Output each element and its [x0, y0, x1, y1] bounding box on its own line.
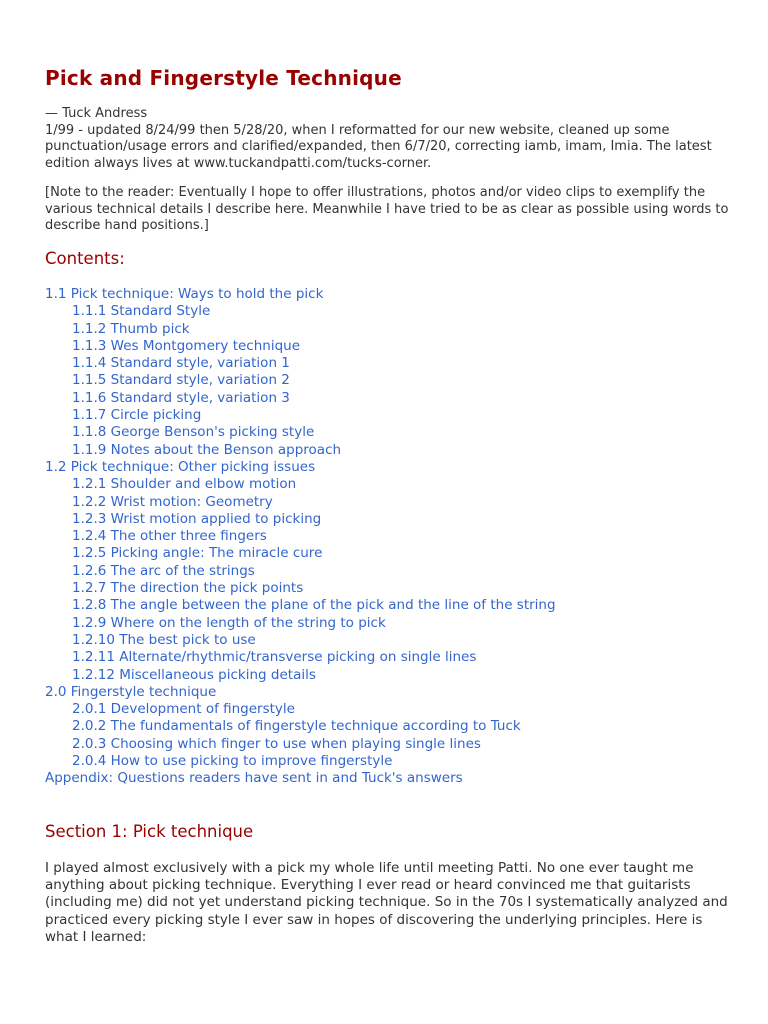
toc-subsection-link[interactable]: 1.1.8 George Benson's picking style	[72, 424, 315, 441]
toc-subsection-link[interactable]: 1.1.3 Wes Montgomery technique	[72, 337, 301, 354]
toc-subsection-link[interactable]: 1.2.7 The direction the pick points	[72, 580, 304, 597]
section-paragraph: I played almost exclusively with a pick my whole life until meeting Patti. No one ever taught me anything about picking technique. Everything I ever read or heard convinced me that guitarists (including me) did not yet understand picking technique. So in the 70s I systematically analyzed and practiced every picking style I ever saw in hopes of discovering the underlying principles. Here is what I learned:	[45, 860, 728, 945]
toc-subsection-link[interactable]: 1.2.4 The other three fingers	[72, 528, 267, 545]
toc-subsection-link[interactable]: 1.1.2 Thumb pick	[72, 320, 190, 337]
section-heading: Section 1: Pick technique	[45, 822, 254, 841]
toc-subsection-link[interactable]: 1.1.4 Standard style, variation 1	[72, 355, 290, 372]
toc-subsection-link[interactable]: 2.0.1 Development of fingerstyle	[72, 701, 295, 718]
update-note: 1/99 - updated 8/24/99 then 5/28/20, when I reformatted for our new website, cleaned up some punctuation/usage errors and clarified/expanded, then 6/7/20, correcting iamb, imam, Imia. The latest edition always lives at www.tuckandpatti.com/tucks-corner.	[45, 122, 712, 171]
toc-subsection-link[interactable]: 1.2.11 Alternate/rhythmic/transverse picking on single lines	[72, 649, 477, 666]
contents-heading: Contents:	[45, 249, 125, 268]
reader-note: [Note to the reader: Eventually I hope to offer illustrations, photos and/or video clips to exemplify the various technical details I describe here. Meanwhile I have tried to be as clear as possible using words to describe hand positions.]	[45, 185, 729, 233]
toc-subsection-link[interactable]: 2.0.4 How to use picking to improve fingerstyle	[72, 753, 393, 770]
toc-subsection-link[interactable]: 1.2.12 Miscellaneous picking details	[72, 666, 316, 683]
toc-section-link[interactable]: 1.2 Pick technique: Other picking issues	[45, 458, 316, 475]
toc-section-link[interactable]: 2.0 Fingerstyle technique	[45, 683, 217, 700]
toc-subsection-link[interactable]: 1.1.6 Standard style, variation 3	[72, 389, 290, 406]
author-line: — Tuck Andress	[45, 106, 148, 121]
toc-subsection-link[interactable]: 2.0.3 Choosing which finger to use when playing single lines	[72, 735, 481, 752]
toc-subsection-link[interactable]: 1.1.1 Standard Style	[72, 303, 211, 320]
toc-subsection-link[interactable]: 1.2.8 The angle between the plane of the pick and the line of the string	[72, 597, 556, 614]
toc-subsection-link[interactable]: 2.0.2 The fundamentals of fingerstyle technique according to Tuck	[72, 718, 521, 735]
toc-subsection-link[interactable]: 1.1.5 Standard style, variation 2	[72, 372, 290, 389]
toc-section-link[interactable]: Appendix: Questions readers have sent in and Tuck's answers	[45, 770, 463, 787]
toc-subsection-link[interactable]: 1.1.9 Notes about the Benson approach	[72, 441, 342, 458]
table-of-contents	[45, 286, 556, 788]
toc-subsection-link[interactable]: 1.2.1 Shoulder and elbow motion	[72, 476, 297, 493]
toc-subsection-link[interactable]: 1.1.7 Circle picking	[72, 407, 202, 424]
toc-subsection-link[interactable]: 1.2.6 The arc of the strings	[72, 562, 255, 579]
toc-subsection-link[interactable]: 1.2.9 Where on the length of the string to pick	[72, 614, 386, 631]
toc-section-link[interactable]: 1.1 Pick technique: Ways to hold the pick	[45, 286, 324, 302]
toc-subsection-link[interactable]: 1.2.10 The best pick to use	[72, 631, 256, 648]
toc-subsection-link[interactable]: 1.2.3 Wrist motion applied to picking	[72, 510, 322, 527]
page-title: Pick and Fingerstyle Technique	[45, 66, 402, 90]
toc-subsection-link[interactable]: 1.2.2 Wrist motion: Geometry	[72, 493, 273, 510]
toc-subsection-link[interactable]: 1.2.5 Picking angle: The miracle cure	[72, 545, 323, 562]
article-meta	[45, 106, 735, 172]
